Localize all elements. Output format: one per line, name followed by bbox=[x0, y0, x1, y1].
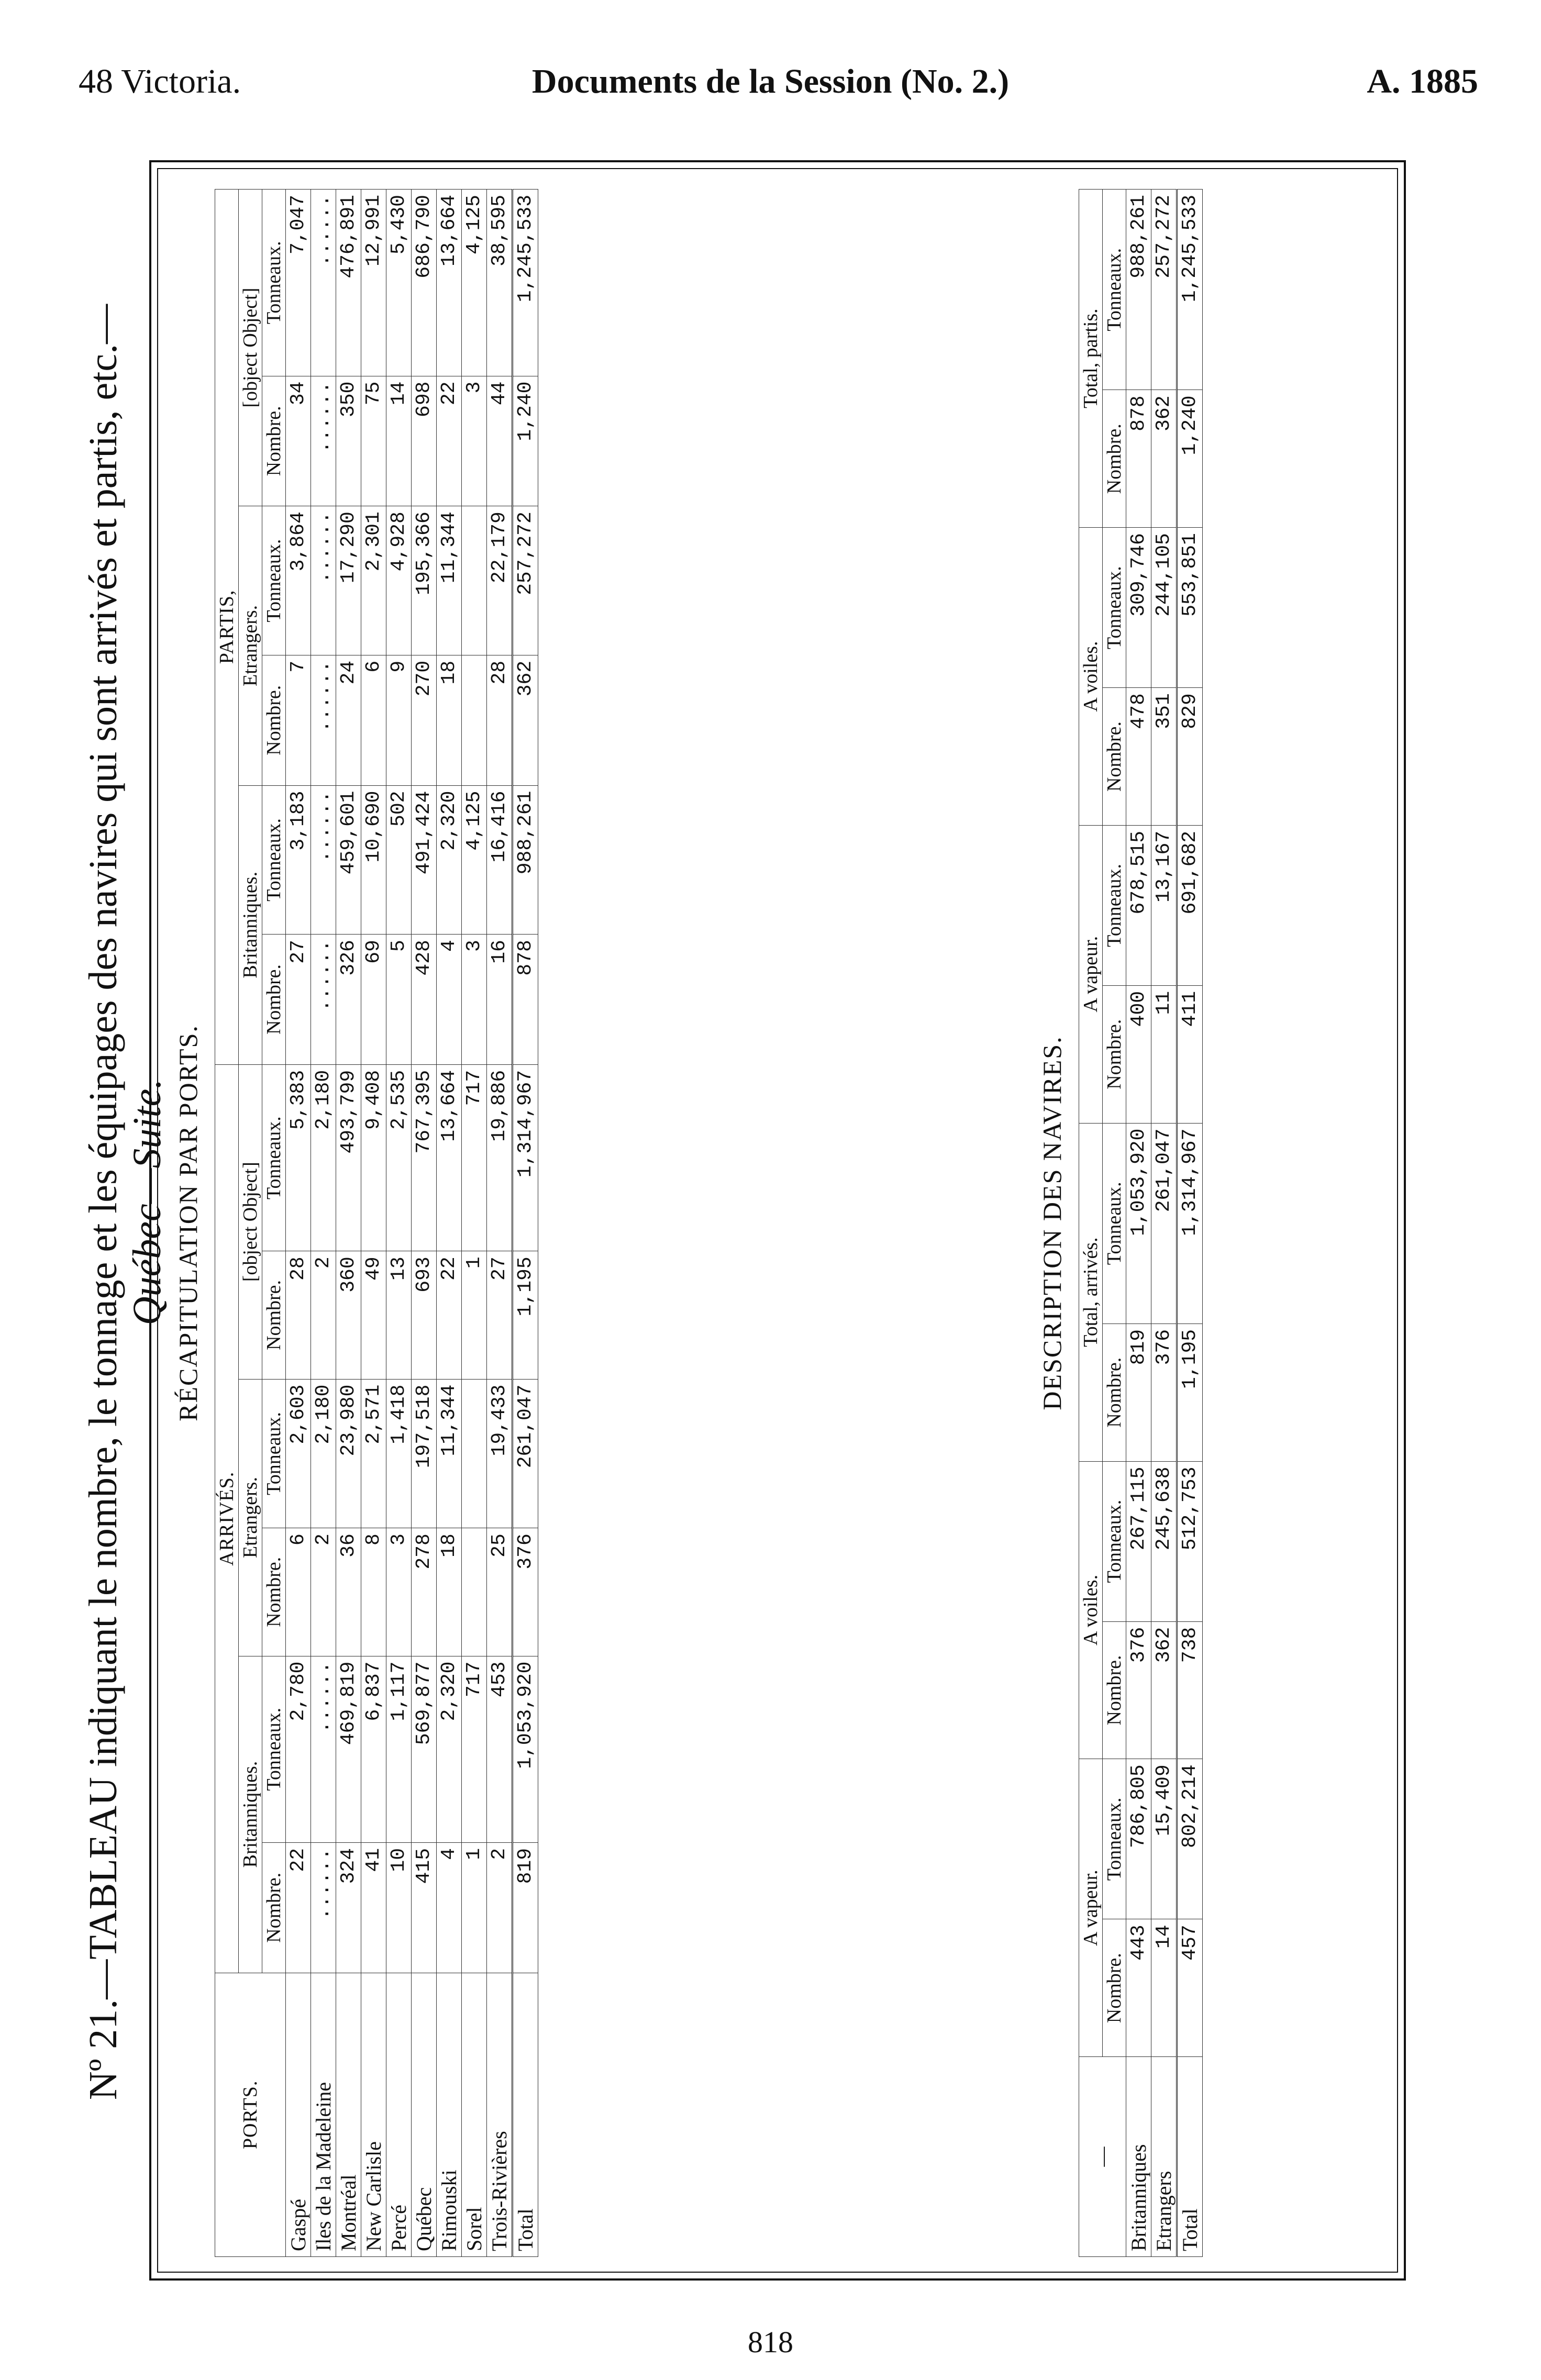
port-row-cell-a-e-n: 6 bbox=[286, 1528, 311, 1656]
nombre-subheader: Nombre. bbox=[262, 935, 286, 1065]
port-row-cell-p-t-n: 75 bbox=[361, 376, 386, 506]
description-heading: DESCRIPTION DES NAVIRES. bbox=[1037, 1036, 1067, 1410]
port-row-cell-a-t-n: 13 bbox=[386, 1251, 412, 1379]
port-row-cell-a-b-t: 569,877 bbox=[412, 1656, 437, 1842]
port-row bbox=[487, 190, 513, 2257]
description-table bbox=[1079, 189, 1203, 2257]
nombre-subheader: Nombre. bbox=[1103, 390, 1126, 528]
vessel-row-cell-pvo-t: 244,105 bbox=[1151, 528, 1177, 688]
port-row-cell-a-b-t: 453 bbox=[487, 1656, 513, 1842]
vessel-row-cell-pv-t: 691,682 bbox=[1177, 825, 1203, 985]
port-row-label: Québec bbox=[412, 1973, 437, 2256]
port-row-cell-a-b-n: 10 bbox=[386, 1842, 412, 1973]
port-row-cell-a-b-t: 717 bbox=[462, 1656, 487, 1842]
table-title-line1: Nº 21.—TABLEAU indiquant le nombre, le tonnage et les équipages des navires qui sont arrivés et partis, etc.— bbox=[81, 304, 125, 2100]
port-row-cell-a-t-n: 22 bbox=[437, 1251, 462, 1379]
vessel-row-cell-avo-t: 267,115 bbox=[1126, 1461, 1151, 1621]
port-row-cell-p-e-n: 28 bbox=[487, 655, 513, 785]
port-row-cell-p-e-n: 7 bbox=[286, 655, 311, 785]
port-row-cell-a-e-t bbox=[462, 1379, 487, 1528]
vessel-row-cell-av-t: 802,214 bbox=[1177, 1759, 1203, 1919]
port-row-cell-p-e-n: 18 bbox=[437, 655, 462, 785]
nombre-subheader: Nombre. bbox=[262, 376, 286, 506]
vessel-row-cell-tp-t: 257,272 bbox=[1151, 190, 1177, 390]
tonneaux-subheader: Tonneaux. bbox=[1103, 1461, 1126, 1621]
port-row-cell-p-b-t: 10,690 bbox=[361, 785, 386, 935]
header-title: Documents de la Session (No. 2.) bbox=[531, 62, 1010, 101]
port-row-cell-a-t-t: 767,395 bbox=[412, 1064, 437, 1251]
port-row-cell-p-t-t: 4,125 bbox=[462, 190, 487, 376]
port-row-cell-p-b-n: 27 bbox=[286, 935, 311, 1065]
par-vapeur-header: A vapeur. bbox=[1079, 825, 1103, 1123]
port-row-cell-a-t-t: 2,180 bbox=[311, 1064, 336, 1251]
arr-vapeur-header: A vapeur. bbox=[1079, 1759, 1103, 2057]
port-row-cell-a-t-t: 19,886 bbox=[487, 1064, 513, 1251]
vessel-row-cell-tp-n: 362 bbox=[1151, 390, 1177, 528]
port-row-cell-p-b-n: 16 bbox=[487, 935, 513, 1065]
vessel-row bbox=[1151, 190, 1177, 2257]
vessel-row-cell-ta-n: 819 bbox=[1126, 1324, 1151, 1461]
port-row-cell-p-t-n: 698 bbox=[412, 376, 437, 506]
port-row bbox=[361, 190, 386, 2257]
port-row-cell-p-b-n: ...... bbox=[311, 935, 336, 1065]
nombre-subheader: Nombre. bbox=[1103, 1621, 1126, 1759]
tonneaux-subheader: Tonneaux. bbox=[262, 190, 286, 376]
arr-brit-header: Britanniques. bbox=[239, 1656, 262, 1973]
port-row-cell-p-e-t: 4,928 bbox=[386, 506, 412, 655]
port-row-cell-a-b-n: 41 bbox=[361, 1842, 386, 1973]
port-row-cell-a-t-n: 1,195 bbox=[513, 1251, 538, 1379]
vessel-row bbox=[1126, 190, 1151, 2257]
vessel-row-cell-av-t: 15,409 bbox=[1151, 1759, 1177, 1919]
vessel-row-cell-ta-n: 1,195 bbox=[1177, 1324, 1203, 1461]
port-row bbox=[386, 190, 412, 2257]
description-corner: — bbox=[1079, 2057, 1126, 2257]
vessel-row-cell-av-n: 443 bbox=[1126, 1919, 1151, 2057]
port-row-cell-a-b-n: 22 bbox=[286, 1842, 311, 1973]
port-row-cell-a-t-t: 2,535 bbox=[386, 1064, 412, 1251]
port-row-cell-p-t-n: ...... bbox=[311, 376, 336, 506]
port-row-cell-a-t-n: 28 bbox=[286, 1251, 311, 1379]
port-row-cell-a-e-t: 2,180 bbox=[311, 1379, 336, 1528]
port-row-cell-a-b-t: 1,053,920 bbox=[513, 1656, 538, 1842]
recap-subheader-row bbox=[262, 190, 286, 2257]
port-row-cell-p-e-n: 24 bbox=[336, 655, 361, 785]
total-partis-header: Total, partis. bbox=[1079, 190, 1103, 528]
port-row-cell-a-e-t: 23,980 bbox=[336, 1379, 361, 1528]
total-arrives-header: Total, arrivés. bbox=[1079, 1123, 1103, 1461]
vessel-row-label: Total bbox=[1177, 2057, 1203, 2257]
port-row-cell-a-e-n: 2 bbox=[311, 1528, 336, 1656]
page-number: 818 bbox=[748, 2325, 793, 2359]
vessel-row-cell-ta-t: 1,314,967 bbox=[1177, 1123, 1203, 1324]
vessel-row-cell-tp-n: 1,240 bbox=[1177, 390, 1203, 528]
port-row-cell-p-t-n: 44 bbox=[487, 376, 513, 506]
port-row-cell-p-e-t: 11,344 bbox=[437, 506, 462, 655]
port-row-cell-p-t-n: 3 bbox=[462, 376, 487, 506]
partis-header: PARTIS, bbox=[215, 190, 239, 1065]
vessel-row-cell-pvo-n: 478 bbox=[1126, 688, 1151, 826]
port-row-cell-a-t-t: 9,408 bbox=[361, 1064, 386, 1251]
port-row-cell-p-b-n: 878 bbox=[513, 935, 538, 1065]
vessel-row-cell-tp-t: 1,245,533 bbox=[1177, 190, 1203, 390]
nombre-subheader: Nombre. bbox=[262, 1528, 286, 1656]
recap-table bbox=[215, 189, 538, 2257]
tonneaux-subheader: Tonneaux. bbox=[1103, 190, 1126, 390]
port-row-cell-p-e-n: ...... bbox=[311, 655, 336, 785]
port-row-cell-a-b-n: 4 bbox=[437, 1842, 462, 1973]
nombre-subheader: Nombre. bbox=[1103, 985, 1126, 1123]
port-row-cell-a-b-t: 2,320 bbox=[437, 1656, 462, 1842]
port-row-cell-p-b-t: 2,320 bbox=[437, 785, 462, 935]
port-row-cell-p-e-n: 9 bbox=[386, 655, 412, 785]
vessel-row-cell-avo-t: 512,753 bbox=[1177, 1461, 1203, 1621]
nombre-subheader: Nombre. bbox=[1103, 688, 1126, 826]
vessel-row-cell-pvo-n: 829 bbox=[1177, 688, 1203, 826]
port-row-cell-a-b-n: 2 bbox=[487, 1842, 513, 1973]
vessel-row-cell-avo-n: 376 bbox=[1126, 1621, 1151, 1759]
port-row-cell-p-t-t: 38,595 bbox=[487, 190, 513, 376]
tonneaux-subheader: Tonneaux. bbox=[1103, 1123, 1126, 1324]
vessel-row-cell-tp-n: 878 bbox=[1126, 390, 1151, 528]
port-row-cell-a-t-n: 360 bbox=[336, 1251, 361, 1379]
vessel-row-cell-tp-t: 988,261 bbox=[1126, 190, 1151, 390]
port-row-cell-a-t-t: 5,383 bbox=[286, 1064, 311, 1251]
tonneaux-subheader: Tonneaux. bbox=[262, 1064, 286, 1251]
port-row-label: Sorel bbox=[462, 1973, 487, 2256]
port-row-cell-p-e-t: 257,272 bbox=[513, 506, 538, 655]
port-row-cell-a-e-n: 8 bbox=[361, 1528, 386, 1656]
port-row-cell-p-e-n bbox=[462, 655, 487, 785]
port-row-label: Total bbox=[513, 1973, 538, 2256]
vessel-row-cell-ta-t: 261,047 bbox=[1151, 1123, 1177, 1324]
port-row-cell-a-b-n: 324 bbox=[336, 1842, 361, 1973]
header-year: A. 1885 bbox=[1367, 62, 1478, 101]
port-row-cell-a-e-t: 2,603 bbox=[286, 1379, 311, 1528]
port-row-cell-p-b-t: 3,183 bbox=[286, 785, 311, 935]
tonneaux-subheader: Tonneaux. bbox=[1103, 1759, 1126, 1919]
port-row-cell-a-b-n: ...... bbox=[311, 1842, 336, 1973]
tonneaux-subheader: Tonneaux. bbox=[262, 785, 286, 935]
port-row-cell-a-e-n bbox=[462, 1528, 487, 1656]
arrives-header: ARRIVÉS. bbox=[215, 1064, 239, 1973]
table-title-line2: Québec—Suite. bbox=[125, 1078, 169, 1326]
port-row-cell-a-t-t: 13,664 bbox=[437, 1064, 462, 1251]
port-row-cell-a-t-t: 493,799 bbox=[336, 1064, 361, 1251]
arr-total-header: [object Object] bbox=[239, 1064, 262, 1379]
port-row-cell-p-b-t: 491,424 bbox=[412, 785, 437, 935]
port-row-cell-p-b-n: 69 bbox=[361, 935, 386, 1065]
port-row-cell-a-b-t: 1,117 bbox=[386, 1656, 412, 1842]
port-row-cell-a-e-n: 376 bbox=[513, 1528, 538, 1656]
port-row-cell-p-t-n: 34 bbox=[286, 376, 311, 506]
port-row-cell-a-t-n: 693 bbox=[412, 1251, 437, 1379]
port-row bbox=[412, 190, 437, 2257]
port-row-cell-p-t-t: 12,991 bbox=[361, 190, 386, 376]
port-row-cell-a-b-t: 6,837 bbox=[361, 1656, 386, 1842]
port-row-cell-p-t-t: 7,047 bbox=[286, 190, 311, 376]
port-row-cell-p-t-t: 13,664 bbox=[437, 190, 462, 376]
port-row-cell-p-t-t: 686,790 bbox=[412, 190, 437, 376]
port-row bbox=[286, 190, 311, 2257]
port-row-cell-a-e-t: 11,344 bbox=[437, 1379, 462, 1528]
vessel-row-label: Britanniques bbox=[1126, 2057, 1151, 2257]
port-row-cell-p-b-n: 3 bbox=[462, 935, 487, 1065]
port-row-cell-p-t-n: 350 bbox=[336, 376, 361, 506]
par-etr-header: Etrangers. bbox=[239, 506, 262, 785]
port-row-cell-p-b-t: 502 bbox=[386, 785, 412, 935]
tonneaux-subheader: Tonneaux. bbox=[1103, 825, 1126, 985]
port-row-cell-p-e-t: 17,290 bbox=[336, 506, 361, 655]
port-row-cell-p-b-n: 326 bbox=[336, 935, 361, 1065]
arr-etr-header: Etrangers. bbox=[239, 1379, 262, 1656]
vessel-row-cell-pv-t: 13,167 bbox=[1151, 825, 1177, 985]
vessel-row-cell-avo-n: 362 bbox=[1151, 1621, 1177, 1759]
port-row-cell-p-b-t: ...... bbox=[311, 785, 336, 935]
port-row-cell-p-b-t: 16,416 bbox=[487, 785, 513, 935]
vessel-row-cell-av-n: 14 bbox=[1151, 1919, 1177, 2057]
port-row-cell-a-e-t: 197,518 bbox=[412, 1379, 437, 1528]
port-row-cell-a-e-t: 2,571 bbox=[361, 1379, 386, 1528]
port-row-cell-a-e-n: 3 bbox=[386, 1528, 412, 1656]
port-row-cell-a-t-n: 49 bbox=[361, 1251, 386, 1379]
port-row-label: Gaspé bbox=[286, 1973, 311, 2256]
port-row-cell-p-b-t: 4,125 bbox=[462, 785, 487, 935]
par-brit-header: Britanniques. bbox=[239, 785, 262, 1064]
vessel-row-cell-pv-t: 678,515 bbox=[1126, 825, 1151, 985]
vessel-row-cell-avo-n: 738 bbox=[1177, 1621, 1203, 1759]
description-body bbox=[1126, 190, 1203, 2257]
port-row-label: Montréal bbox=[336, 1973, 361, 2256]
port-row-cell-p-e-t: ...... bbox=[311, 506, 336, 655]
port-row-label: Trois-Rivières bbox=[487, 1973, 513, 2256]
port-row-cell-p-e-t: 3,864 bbox=[286, 506, 311, 655]
port-row-total bbox=[513, 190, 538, 2257]
nombre-subheader: Nombre. bbox=[1103, 1919, 1126, 2057]
port-row-cell-p-e-n: 270 bbox=[412, 655, 437, 785]
port-row-cell-a-b-n: 1 bbox=[462, 1842, 487, 1973]
vessel-row-cell-ta-n: 376 bbox=[1151, 1324, 1177, 1461]
arr-voiles-header: A voiles. bbox=[1079, 1461, 1103, 1759]
port-row-cell-a-t-t: 717 bbox=[462, 1064, 487, 1251]
port-row-cell-a-b-t: 469,819 bbox=[336, 1656, 361, 1842]
recap-heading: RÉCAPITULATION PAR PORTS. bbox=[173, 1025, 203, 1421]
port-row-cell-a-b-n: 415 bbox=[412, 1842, 437, 1973]
vessel-row-total bbox=[1177, 190, 1203, 2257]
port-row-cell-a-e-n: 25 bbox=[487, 1528, 513, 1656]
vessel-row-cell-pv-n: 11 bbox=[1151, 985, 1177, 1123]
port-row-cell-p-t-n: 1,240 bbox=[513, 376, 538, 506]
ports-header: PORTS. bbox=[215, 1973, 286, 2256]
port-row bbox=[462, 190, 487, 2257]
port-row-cell-a-t-t: 1,314,967 bbox=[513, 1064, 538, 1251]
port-row-cell-a-t-n: 2 bbox=[311, 1251, 336, 1379]
tonneaux-subheader: Tonneaux. bbox=[262, 1656, 286, 1842]
port-row-cell-a-e-t: 261,047 bbox=[513, 1379, 538, 1528]
vessel-row-cell-avo-t: 245,638 bbox=[1151, 1461, 1177, 1621]
vessel-row-cell-pvo-n: 351 bbox=[1151, 688, 1177, 826]
vessel-row-cell-pv-n: 400 bbox=[1126, 985, 1151, 1123]
port-row-label: New Carlisle bbox=[361, 1973, 386, 2256]
par-voiles-header: A voiles. bbox=[1079, 528, 1103, 826]
nombre-subheader: Nombre. bbox=[262, 655, 286, 785]
port-row-cell-a-e-n: 278 bbox=[412, 1528, 437, 1656]
description-subheader-row bbox=[1103, 190, 1126, 2257]
tonneaux-subheader: Tonneaux. bbox=[262, 506, 286, 655]
nombre-subheader: Nombre. bbox=[262, 1251, 286, 1379]
port-row-cell-p-b-t: 459,601 bbox=[336, 785, 361, 935]
port-row bbox=[336, 190, 361, 2257]
port-row-cell-a-e-t: 1,418 bbox=[386, 1379, 412, 1528]
vessel-row-cell-pvo-t: 309,746 bbox=[1126, 528, 1151, 688]
par-total-header: [object Object] bbox=[239, 190, 262, 506]
port-row-cell-a-e-n: 18 bbox=[437, 1528, 462, 1656]
port-row-cell-a-b-t: 2,780 bbox=[286, 1656, 311, 1842]
port-row-cell-p-e-t: 2,301 bbox=[361, 506, 386, 655]
vessel-row-cell-pvo-t: 553,851 bbox=[1177, 528, 1203, 688]
port-row-cell-p-e-n: 362 bbox=[513, 655, 538, 785]
vessel-row-cell-ta-t: 1,053,920 bbox=[1126, 1123, 1151, 1324]
port-row-cell-p-b-n: 428 bbox=[412, 935, 437, 1065]
port-row bbox=[311, 190, 336, 2257]
port-row-cell-a-b-t: ...... bbox=[311, 1656, 336, 1842]
port-row bbox=[437, 190, 462, 2257]
port-row-cell-p-e-t: 22,179 bbox=[487, 506, 513, 655]
port-row-label: Rimouski bbox=[437, 1973, 462, 2256]
port-row-cell-p-t-t: ...... bbox=[311, 190, 336, 376]
nombre-subheader: Nombre. bbox=[262, 1842, 286, 1973]
port-row-cell-p-b-n: 5 bbox=[386, 935, 412, 1065]
header-volume: 48 Victoria. bbox=[79, 62, 241, 101]
port-row-cell-p-e-t: 195,366 bbox=[412, 506, 437, 655]
recap-body bbox=[286, 190, 538, 2257]
port-row-cell-p-b-n: 4 bbox=[437, 935, 462, 1065]
vessel-row-cell-av-n: 457 bbox=[1177, 1919, 1203, 2057]
port-row-cell-p-t-t: 1,245,533 bbox=[513, 190, 538, 376]
port-row-cell-a-t-n: 27 bbox=[487, 1251, 513, 1379]
vessel-row-cell-pv-n: 411 bbox=[1177, 985, 1203, 1123]
port-row-cell-a-e-t: 19,433 bbox=[487, 1379, 513, 1528]
port-row-cell-p-t-n: 22 bbox=[437, 376, 462, 506]
port-row-cell-a-t-n: 1 bbox=[462, 1251, 487, 1379]
port-row-cell-p-t-n: 14 bbox=[386, 376, 412, 506]
port-row-label: Iles de la Madeleine bbox=[311, 1973, 336, 2256]
nombre-subheader: Nombre. bbox=[1103, 1324, 1126, 1461]
port-row-cell-a-b-n: 819 bbox=[513, 1842, 538, 1973]
port-row-cell-p-e-n: 6 bbox=[361, 655, 386, 785]
port-row-cell-p-e-t bbox=[462, 506, 487, 655]
vessel-row-cell-av-t: 786,805 bbox=[1126, 1759, 1151, 1919]
port-row-cell-a-e-n: 36 bbox=[336, 1528, 361, 1656]
vessel-row-label: Etrangers bbox=[1151, 2057, 1177, 2257]
tonneaux-subheader: Tonneaux. bbox=[262, 1379, 286, 1528]
port-row-cell-p-t-t: 5,430 bbox=[386, 190, 412, 376]
tonneaux-subheader: Tonneaux. bbox=[1103, 528, 1126, 688]
port-row-cell-p-b-t: 988,261 bbox=[513, 785, 538, 935]
port-row-label: Percé bbox=[386, 1973, 412, 2256]
port-row-cell-p-t-t: 476,891 bbox=[336, 190, 361, 376]
